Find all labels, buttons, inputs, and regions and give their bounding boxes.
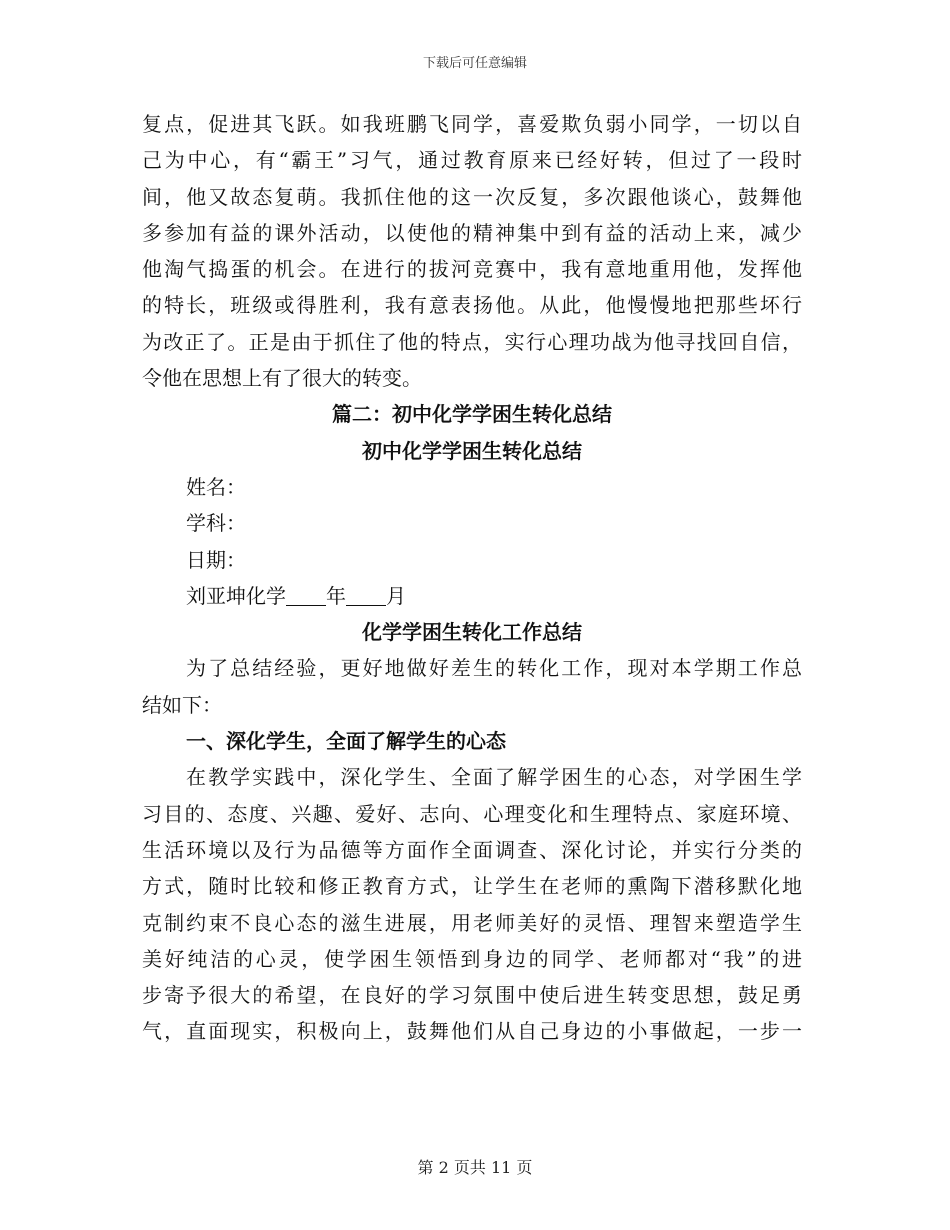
- subheading: 一、深化学生，全面了解学生的心态: [186, 729, 506, 754]
- paragraph-line: 多参加有益的课外活动，以使他的精神集中到有益的活动上来，减少: [142, 220, 802, 245]
- document-subtitle: 化学学困生转化工作总结: [362, 620, 582, 645]
- month-label: 月: [386, 583, 406, 608]
- date-label: 日期：: [186, 547, 246, 572]
- paragraph-line: 令他在思想上有了很大的转变。: [142, 366, 422, 391]
- blank-underline: [346, 604, 386, 606]
- subject-label: 学科：: [186, 511, 246, 536]
- paragraph-line: 习目的、态度、兴趣、爱好、志向、心理变化和生理特点、家庭环境、: [142, 801, 802, 826]
- paragraph-line: 的特长，班级或得胜利，我有意表扬他。从此，他慢慢地把那些坏行: [142, 293, 802, 318]
- paragraph-line: 为了总结经验，更好地做好差生的转化工作，现对本学期工作总: [186, 656, 802, 681]
- paragraph-line: 在教学实践中，深化学生、全面了解学困生的心态，对学困生学: [186, 765, 802, 790]
- document-body: [142, 106, 802, 1050]
- paragraph-line: 美好纯洁的心灵，使学困生领悟到身边的同学、老师都对“我”的进: [142, 946, 802, 971]
- document-title: 初中化学学困生转化总结: [362, 438, 582, 463]
- paragraph-line: 步寄予很大的希望，在良好的学习氛围中使后进生转变思想，鼓足勇: [142, 983, 802, 1008]
- paragraph-line: 结如下：: [142, 692, 222, 717]
- paragraph-line: 间，他又故态复萌。我抓住他的这一次反复，多次跟他谈心，鼓舞他: [142, 184, 802, 209]
- section-heading: 篇二：初中化学学困生转化总结: [332, 402, 612, 427]
- name-label: 姓名：: [186, 474, 246, 499]
- paragraph-line: 气，直面现实，积极向上，鼓舞他们从自己身边的小事做起，一步一: [142, 1019, 802, 1044]
- page-header: 下载后可任意编辑: [422, 56, 527, 71]
- blank-underline: [286, 604, 326, 606]
- year-label: 年: [326, 583, 346, 608]
- paragraph-line: 生活环境以及行为品德等方面作全面调查、深化讨论，并实行分类的: [142, 837, 802, 862]
- author-prefix: 刘亚坤化学: [186, 583, 286, 608]
- author-date-line: [142, 578, 802, 614]
- paragraph-line: 复点，促进其飞跃。如我班鹏飞同学，喜爱欺负弱小同学，一切以自: [142, 112, 802, 136]
- paragraph-line: 为改正了。正是由于抓住了他的特点，实行心理功战为他寻找回自信，: [142, 329, 802, 354]
- page-footer: 第 2 页共 11 页: [417, 1158, 533, 1177]
- paragraph-line: 方式，随时比较和修正教育方式，让学生在老师的熏陶下潜移默化地: [142, 874, 802, 899]
- paragraph-line: 他淘气捣蛋的机会。在进行的拔河竞赛中，我有意地重用他，发挥他: [142, 257, 802, 282]
- paragraph-line: 克制约束不良心态的滋生进展，用老师美好的灵悟、理智来塑造学生: [142, 910, 802, 935]
- paragraph-line: 己为中心，有“霸王”习气，通过教育原来已经好转，但过了一段时: [142, 148, 802, 173]
